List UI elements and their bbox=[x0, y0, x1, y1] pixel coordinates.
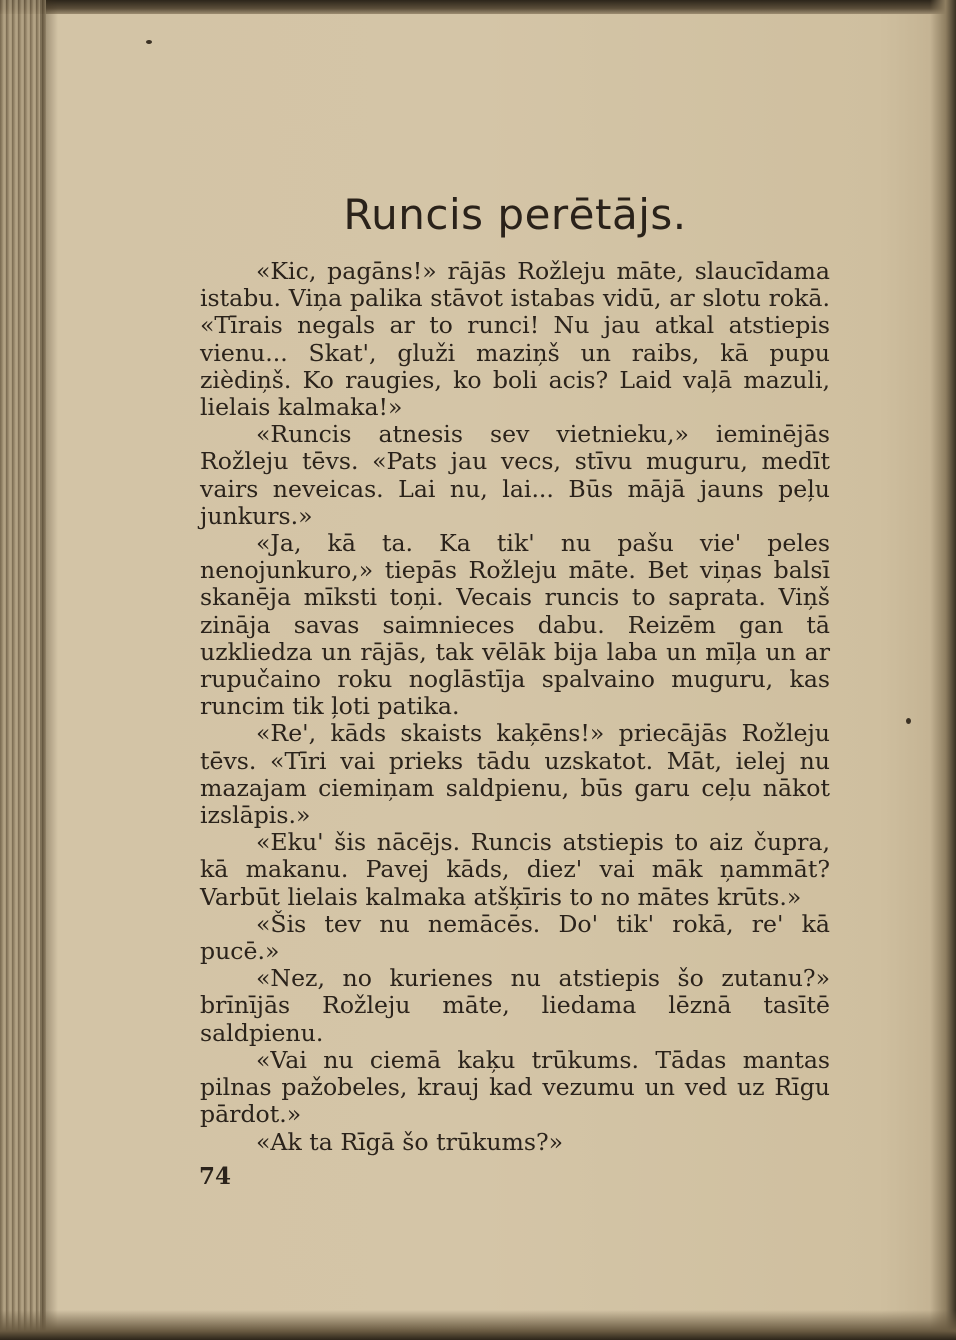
top-page-edge bbox=[0, 0, 956, 14]
paragraph: «Runcis atnesis sev vietnieku,» ieminējās Rožleju tēvs. «Pats jau vecs, stīvu muguru, medīt vairs neveicas. Lai nu, lai... Būs mājā jauns peļu junkurs.» bbox=[200, 420, 830, 530]
paper-speck bbox=[906, 718, 911, 724]
bottom-page-edge bbox=[0, 1310, 956, 1340]
paragraph: «Eku' šis nācējs. Runcis atstiepis to aiz čupra, kā makanu. Pavej kāds, diez' vai māk ņammāt? Varbūt lielais kalmaka atšķīris to no mātes krūts.» bbox=[200, 828, 830, 911]
page-number: 74 bbox=[199, 1163, 232, 1190]
paragraph: «Nez, no kurienes nu atstiepis šo zutanu?» brīnījās Rožleju māte, liedama lēznā tasītē saldpienu. bbox=[200, 964, 830, 1047]
paragraph: «Šis tev nu nemācēs. Do' tik' rokā, re' kā pucē.» bbox=[200, 909, 830, 966]
paragraph: «Re', kāds skaists kaķēns!» priecājās Rožleju tēvs. «Tīri vai prieks tādu uzskatot. Māt, ielej nu mazajam ciemiņam saldpienu, būs garu ceļu nākot izslāpis.» bbox=[200, 719, 830, 830]
paragraph: «Ja, kā ta. Ka tik' nu pašu vie' peles nenojunkuro,» tiepās Rožleju māte. Bet viņas balsī skanēja mīksti toņi. Vecais runcis to saprata. Viņš zināja savas saimnieces dabu. Reizēm gan tā uzkliedza un rājās, tak vēlāk bija laba un mīļa un ar rupučaino roku noglāstīja spalvaino muguru, kas runcim tik ļoti patika. bbox=[200, 529, 830, 721]
paragraph: «Kic, pagāns!» rājās Rožleju māte, slaucīdama istabu. Viņa palika stāvot istabas vidū, ar slotu rokā. «Tīrais negals ar to runci! Nu jau atkal atstiepis vienu... Skat', gluži maziņš un raibs, kā pupu zièdiņš. Ko raugies, ko boli acis? Laid vaļā mazuli, lielais kalmaka!» bbox=[200, 257, 830, 422]
paragraph: «Vai nu ciemā kaķu trūkums. Tādas mantas pilnas pažobeles, krauj kad vezumu un ved uz Rīgu pārdot.» bbox=[200, 1045, 830, 1129]
body-text bbox=[200, 258, 830, 1156]
chapter-title: Runcis perētājs. bbox=[343, 190, 687, 239]
paper-speck bbox=[146, 40, 152, 44]
paragraph: «Ak ta Rīgā šo trūkums?» bbox=[256, 1127, 564, 1156]
